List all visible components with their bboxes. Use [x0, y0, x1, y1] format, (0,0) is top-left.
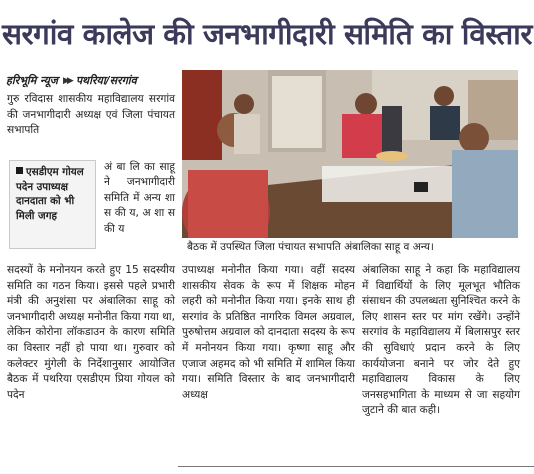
pull-quote: [9, 160, 96, 249]
double-arrow-icon: ▶▶: [62, 75, 71, 86]
byline-dateline: पथरिया/सरगांव: [75, 74, 137, 87]
column-3: अंबालिका साहू ने कहा कि महाविद्यालय में विद्यार्थियों के लिए मूलभूत भौतिक संसाधन की उपलब्धता सुनिश्चित करने के लिए शासन स्तर पर मांग रखेंगे। उन्होंने सरगांव के महाविद्यालय में बिलासपुर स्तर की सुविधाएं प्रदान करने के लिए कार्ययोजना बनाने पर जोर देते हुए महाविद्यालय विकास के लिए जनसहभागिता के माध्यम से जा सहयोग जुटाने की बात कही।: [362, 264, 520, 417]
byline-source: हरिभूमि न्यूज: [6, 74, 58, 87]
column-2: उपाध्यक्ष मनोनीत किया गया। वहीं सदस्य शासकीय सेवक के रूप में शिक्षक मोहन लहरी को मनोनीत किया गया। इनके साथ ही सरगांव के प्रतिष्ठित नागरिक विमल अग्रवाल, पुरुषोत्तम अग्रवाल को दानदाता सदस्य के रूप में मनोनयन किया गया। कृष्णा साहू और एजाज अहमद को भी समिति में शामिल किया गया। समिति विस्तार के बाद जनभागीदारी अध्यक्ष: [182, 264, 355, 401]
column-1-body: सदस्यों के मनोनयन करते हुए 15 सदस्यीय समिति का गठन किया। इससे पहले प्रभारी मंत्री की अनुशंसा पर अंबालिका साहू को जनभागीदारी अध्यक्ष मनोनीत किया गया था, लेकिन कोरोना लॉकडाउन के कारण समिति का विस्तार नहीं हो पाया था। गुरुवार को कलेक्टर मुंगेली के निर्देशानुसार आयोजित बैठक में पथरिया एसडीएम प्रिया गोयल को पदेन: [7, 264, 175, 401]
column-1-side: अं बा लि का साहू ने जनभागीदारी समिति में अन्य शा स की य, अ शा स की य: [104, 161, 175, 235]
pull-quote-text: एसडीएम गोयल पदेन उपाध्यक्ष दानदाता को भी मिली जगह: [16, 166, 84, 222]
headline: सरगांव कालेज की जनभागीदारी समिति का विस्तार: [2, 16, 532, 51]
column-1-intro: गुरु रविदास शासकीय महाविद्यालय सरगांव की जनभागीदारी अध्यक्ष एवं जिला पंचायत सभापति: [7, 93, 175, 137]
news-photo: [182, 70, 518, 238]
byline: [6, 73, 137, 88]
photo-caption: बैठक में उपस्थित जिला पंचायत सभापति अंबालिका साहू व अन्य।: [187, 241, 434, 253]
bottom-divider: [178, 466, 534, 467]
bullet-icon: [16, 167, 23, 174]
